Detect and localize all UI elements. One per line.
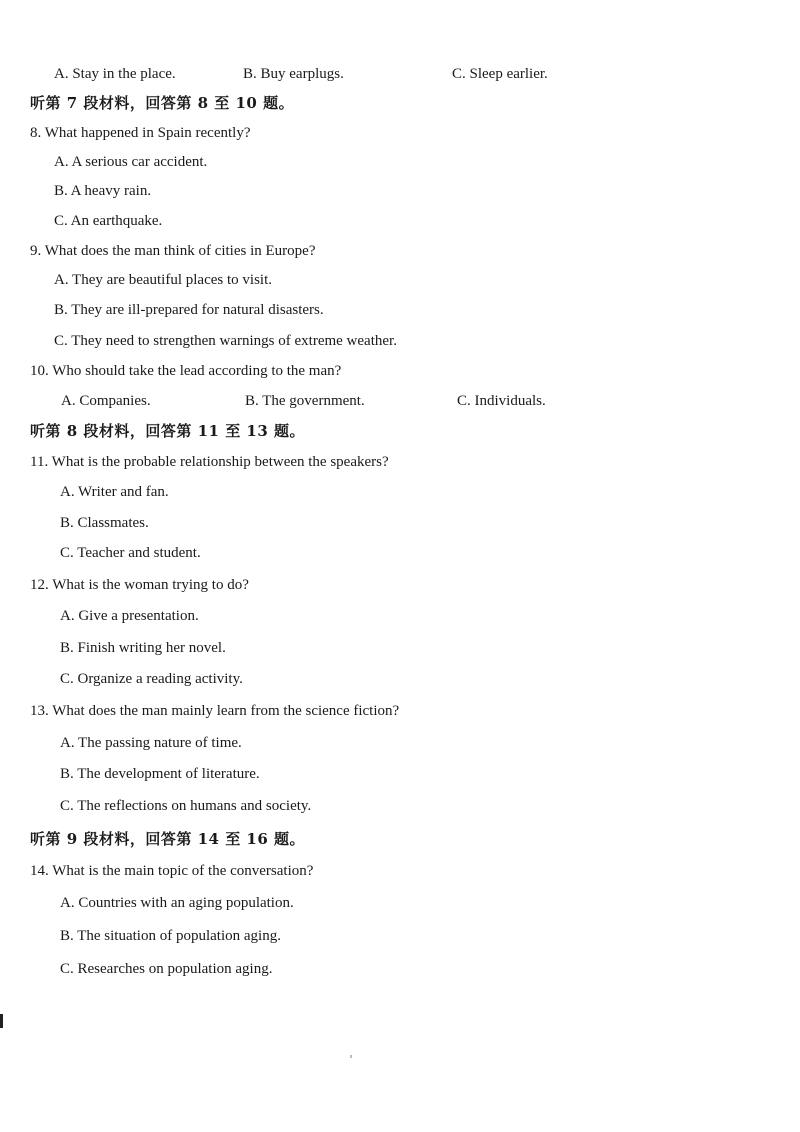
q8-option-a: A. A serious car accident. xyxy=(54,154,208,170)
q8-question: 8. What happened in Spain recently? xyxy=(30,125,251,141)
q11-option-b: B. Classmates. xyxy=(60,515,149,531)
q8-option-b: B. A heavy rain. xyxy=(54,183,152,199)
section-8-heading: 听第 8 段材料，回答第 11 至 13 题。 xyxy=(30,422,306,440)
q10-option-a: A. Companies. xyxy=(61,393,151,409)
q10-option-c: C. Individuals. xyxy=(457,393,546,409)
q12-option-c: C. Organize a reading activity. xyxy=(60,671,243,687)
scan-edge-mark xyxy=(0,1014,3,1028)
q14-option-c: C. Researches on population aging. xyxy=(60,961,273,977)
q7-option-b: B. Buy earplugs. xyxy=(243,66,344,82)
q13-question: 13. What does the man mainly learn from the science fiction? xyxy=(30,703,400,719)
q7-option-c: C. Sleep earlier. xyxy=(452,66,548,82)
q9-option-c: C. They need to strengthen warnings of extreme weather. xyxy=(54,333,397,349)
q14-option-b: B. The situation of population aging. xyxy=(60,928,281,944)
q12-question: 12. What is the woman trying to do? xyxy=(30,577,249,593)
q12-option-b: B. Finish writing her novel. xyxy=(60,640,226,656)
q13-option-b: B. The development of literature. xyxy=(60,766,260,782)
q13-option-c: C. The reflections on humans and society. xyxy=(60,798,312,814)
q12-option-a: A. Give a presentation. xyxy=(60,608,199,624)
section-7-heading: 听第 7 段材料，回答第 8 至 10 题。 xyxy=(30,94,295,112)
q14-option-a: A. Countries with an aging population. xyxy=(60,895,294,911)
q8-option-c: C. An earthquake. xyxy=(54,213,163,229)
q9-option-b: B. They are ill-prepared for natural disasters. xyxy=(54,302,324,318)
q10-option-b: B. The government. xyxy=(245,393,365,409)
q10-question: 10. Who should take the lead according to the man? xyxy=(30,363,342,379)
q9-question: 9. What does the man think of cities in Europe? xyxy=(30,243,316,259)
q13-option-a: A. The passing nature of time. xyxy=(60,735,242,751)
section-9-heading: 听第 9 段材料，回答第 14 至 16 题。 xyxy=(30,830,306,848)
q9-option-a: A. They are beautiful places to visit. xyxy=(54,272,272,288)
q14-question: 14. What is the main topic of the conversation? xyxy=(30,863,314,879)
scan-dust-mark xyxy=(350,1055,352,1058)
q11-option-a: A. Writer and fan. xyxy=(60,484,169,500)
q7-option-a: A. Stay in the place. xyxy=(54,66,176,82)
q11-question: 11. What is the probable relationship between the speakers? xyxy=(30,454,389,470)
q11-option-c: C. Teacher and student. xyxy=(60,545,201,561)
